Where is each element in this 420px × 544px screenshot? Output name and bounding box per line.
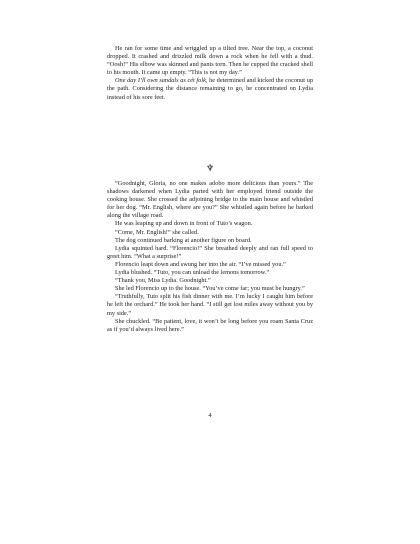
section-one [107,45,313,102]
paragraph: He was leaping up and down in front of Tuto’s wagon. [115,220,253,228]
paragraph: “Truthfully, Tuto split his fish dinner with me. I’m lucky I caught him before he left the orchard.” He took her hand. “I still get lost miles away without you by my side.” [107,293,313,317]
paragraph: “Come, Mr. English!” she called. [115,228,199,236]
paragraph: Lydia blushed. “Tuto, you can unload the lemons tomorrow.” [115,269,270,277]
fleuron-icon: ♆ [205,164,215,174]
paragraph [107,77,313,101]
paragraph: She chuckled. “Be patient, love, it won’t be long before you roam Santa Cruz as if you’d always lived here.” [107,317,313,333]
paragraph [107,45,313,77]
section-two [107,180,313,334]
italic-thought: One day I’ll own sandals as cét folk, [115,77,208,85]
paragraph: Florencio leapt down and swung her into the air. “I’ve missed you.” [115,260,286,268]
page-number: 4 [208,412,212,419]
paragraph: “Thank you, Miss Lydia. Goodnight.” [115,277,211,285]
paragraph: She led Florencio up to the house. “You’ve come far; you must be hungry.” [115,285,305,293]
paragraph: Lydia squinted hard. “Florencio!” She breathed deeply and ran full speed to greet him. “What a surprise!” [107,244,313,260]
paragraph-text: he determined and kicked the coconut up the path. Considering the distance remaining to go, he concentrated on Lydia instead of his sore feet. [107,77,313,101]
paragraph: The dog continued barking at another figure on board. [115,236,252,244]
paragraph-text: He ran for some time and wriggled up a tilted tree. Near the top, a coconut dropped. It crashed and drizzled milk down a rock when he fell with a thud. “Oosh!” His elbow was skinned and pants torn. Then he cupped the cracked shell to his mouth. It came up empty. “This is not my day.” [107,45,313,77]
paragraph: “Goodnight, Gloria, no one makes adobo more delicious than yours.” The shadows darkened when Lydia parted with her employed friend outside the cooking house. She crossed the adjoining bridge to the main house and whistled for her dog. “Mr. English, where are you?” She whistled again before he barked along the village road. [107,180,313,220]
